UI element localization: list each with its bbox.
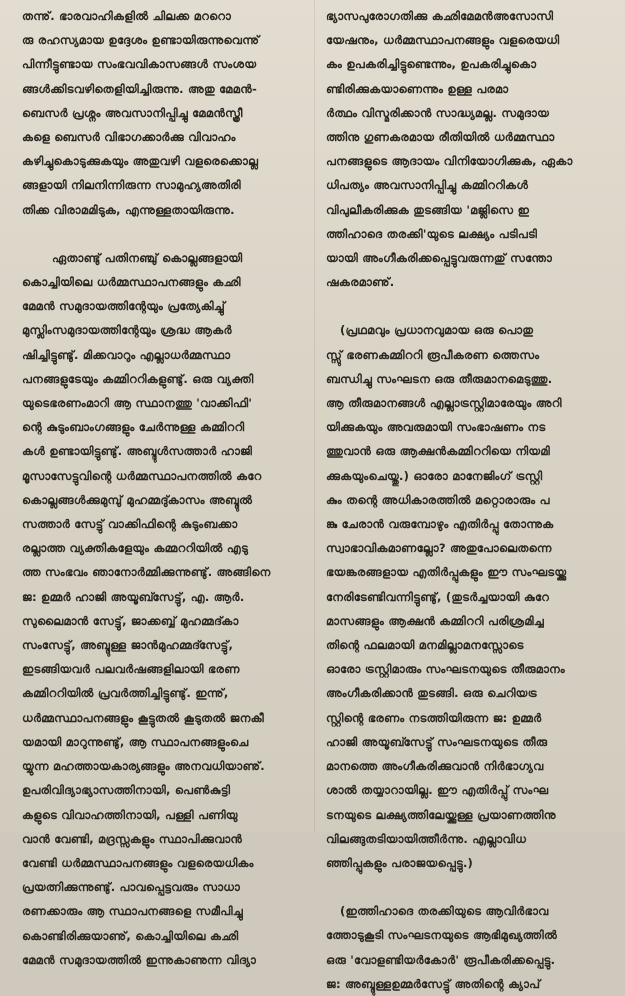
text-line: ഹാജി അയൂബ്സേട്ടു് സംഘടനയുടെ തീരു — [326, 734, 548, 749]
text-line: തിക്ക വിരാമമിടുക, എന്നുള്ളതായിരുന്നു. — [22, 202, 235, 217]
text-line: വേണ്ടി ധർമ്മസ്ഥാപനങ്ങളും വളരെയധികം — [22, 855, 254, 870]
text-line: (ഇത്തിഹാദെ തരക്കിയുടെ ആവിർഭാവ — [340, 904, 549, 919]
text-line: മൂസാസേട്ടുവിന്റെ ധർമ്മസ്ഥാപനത്തിൽ കറേ — [22, 468, 262, 483]
text-line: ഞ്ഞിപ്പുകളും പരാജയപ്പെട്ടു.) — [326, 855, 474, 870]
text-line: കഴിച്ചുകൊടുക്കുകയും അതുവഴി വളരെക്കൊല്ല — [22, 154, 259, 169]
text-line: ത്തിഹാദെ തരക്കി'യുടെ ലക്ഷ്യം പടിപടി — [326, 226, 538, 241]
text-line: മുസ്ലിംസമുദായത്തിന്റേയും ശ്രദ്ധ ആകർ — [22, 323, 232, 338]
text-line: ധർമ്മസ്ഥാപനങ്ങളും കൂട്ടുതൽ കൂടുതൽ ജനകീ — [22, 710, 264, 725]
text-line: സ്വാഭാവികമാണല്ലോ? അതുപോലെതന്നെ — [326, 541, 552, 556]
text-line: സത്താർ സേട്ടു് വാക്കിഫിന്റെ കുടുംബക്കാ — [22, 517, 238, 532]
text-line: പ്രയത്നിക്കുന്നുണ്ടു്. പാവപ്പെട്ടവരും സാധാ — [22, 880, 241, 895]
text-line: കളെ ബെസർ വിഭാഗക്കാർക്കു വിവാഹം — [22, 130, 236, 145]
column-gutter — [314, 0, 315, 832]
paragraph — [22, 4, 307, 222]
text-line: വിപുലീകരിക്കുക തുടങ്ങിയ 'മജ്ലിസെ ഇ — [326, 202, 530, 217]
text-line: കമ്മിററിയിൽ പ്രവർത്തിച്ചിട്ടുണ്ടു്. ഇന്നു്, — [22, 686, 229, 701]
text-line: യുടെഭരണംമാറി ആ സ്ഥാനത്തു 'വാക്കിഫി' — [22, 396, 253, 411]
right-column — [326, 4, 613, 996]
text-line: ത്തുവാൻ ഒരു ആക്ഷൻകമ്മിററിയെ നിയമി — [326, 444, 550, 459]
text-line: ങ്ങൾക്കിടവഴിതെളിയിച്ചിരുന്നു. അതു മേമൻ- — [22, 81, 257, 96]
text-line: ഏതാണ്ടു് പതിനഞ്ചു് കൊല്ലങ്ങളായി — [52, 250, 243, 265]
text-line: ആ തീരുമാനങ്ങൾ എല്ലാട്രസ്റ്റിമാരേയും അറി — [326, 396, 562, 411]
text-line: ബന്ധിച്ചു സംഘടന ഒരു തീരുമാനമെടുത്തു. — [326, 371, 553, 386]
text-line: മേമൻ സമുദായത്തിന്റേയും പ്രത്യേകിച്ചു് — [22, 299, 226, 314]
text-line: കൊച്ചിയിലെ ധർമ്മസ്ഥാപനങ്ങളും കഛി — [22, 275, 241, 290]
text-line: കും തന്റെ അധികാരത്തിൽ മറ്റൊരാരും പ — [326, 492, 550, 507]
text-line: ഷകരമാണു്. — [326, 275, 395, 290]
text-line: മാനത്തെ അംഗീകരിക്കുവാൻ നിർഭാഗ്യവ — [326, 759, 544, 774]
text-line: അംഗീകരിക്കാൻ തുടങ്ങി. ഒരു ചെറിയട്ര — [326, 686, 537, 701]
text-line: കൾ ഉണ്ടായിട്ടുണ്ടു്. അബ്ദുൾസത്താർ ഹാജി — [22, 444, 253, 459]
text-line: ഓരോ ട്രസ്റ്റിമാരും സംഘടനയുടെ തീരുമാനം — [326, 662, 565, 677]
text-line: യ്യുന്ന മഹത്തായകാര്യങ്ങളും അനവധിയാണു്. — [22, 759, 265, 774]
text-line: മേമൻ സമുദായത്തിൽ ഇന്നുകാണുന്ന വിദ്യാ — [22, 952, 257, 967]
text-line: ഒരു 'വോളണ്ടിയർകോർ' രൂപീകരിക്കപ്പെട്ടു. — [326, 952, 556, 967]
text-line: ഉപരിവിദ്യാഭ്യാസത്തിനായി, പെൺകുട്ടി — [22, 783, 231, 798]
text-line: കൊല്ലങ്ങൾക്കുമുമ്പു് മുഹമ്മദു്കാസം അബ്ദുൽ — [22, 492, 253, 507]
text-line: പിന്നീട്ടുണ്ടായ സംഭവവികാസങ്ങൾ സംശയ — [22, 57, 257, 72]
text-line: ത്തോടുകൂടി സംഘടനയുടെ ആഭിമുഖ്യത്തിൽ — [326, 928, 558, 943]
text-line: ഭയങ്കരങ്ങളായ എതിർപ്പുകളും ഈ സംഘടയ്ക്കു — [326, 565, 567, 580]
text-line: ക്കുകയുംചെയ്തു.) ഓരോ മാനേജിംഗ് ട്രസ്റ്റി — [326, 468, 543, 483]
text-line: ജ: ഉമ്മർ ഹാജി അയൂബ്സേട്ടു്, എ. ആർ. — [22, 589, 245, 604]
paragraph — [22, 246, 307, 972]
text-line: ജ: അബ്ദുള്ളഉമ്മർസേട്ടു് അതിന്റെ ക്യാപ് — [326, 976, 541, 991]
text-line: ഷിച്ചിട്ടുണ്ടു്. മിക്കവാറും എല്ലാധർമ്മസ്ഥാ — [22, 347, 231, 362]
text-line: കളുടെ വിവാഹത്തിനായി, പള്ളി പണിയു — [22, 807, 238, 822]
text-line: രല്ലാത്ത വ്യക്തികളേയും കമ്മററിയിൽ എടു — [22, 541, 249, 556]
text-line: ഇടങ്ങിയവർ പലവർഷങ്ങളിലായി ഭരണ — [22, 662, 240, 677]
text-line: നേരിടേണ്ടിവന്നിട്ടുണ്ടു്, (തുടർച്ചയായി കുറേ — [326, 589, 550, 604]
text-line: രണക്കാരും ആ സ്ഥാപനങ്ങളെ സമീപിച്ചു — [22, 904, 243, 919]
text-line: തന്നു്. ഭാരവാഹികളിൽ ചിലക്ക മററൊ — [22, 9, 232, 23]
text-line: ഭ്യാസപുരോഗതിക്കു കഛിമേമൻഅസോസി — [326, 9, 554, 23]
text-line: മാസങ്ങളും ആക്ഷൻ കമ്മിററി പരിശ്രമിച്ച — [326, 613, 544, 628]
text-line: കൊണ്ടിരിക്കുയാണു്, കൊച്ചിയിലെ കഛി — [22, 928, 239, 943]
text-line: യായി അംഗീകരിക്കപ്പെട്ടുവരുന്നതു് സന്തോ — [326, 251, 553, 266]
text-line: യിക്കുകയും അവരുമായി സംഭാഷണം നട — [326, 420, 546, 435]
text-line: പനങ്ങളുടെ ആദായം വിനിയോഗിക്കുക, ഏകാ — [326, 154, 573, 169]
text-line: ബെസർ പ്രശ്നം അവസാനിപ്പിച്ചു മേമൻസ്ത്രീ — [22, 105, 243, 120]
text-line: പനങ്ങളുടേയും കമ്മിററികളുണ്ടു്. ഒരു വ്യക്തി — [22, 371, 254, 386]
text-line: സംസേട്ടു്, അബ്ദുള്ള ജാൻമുഹമ്മദ്സേട്ടു്, — [22, 638, 234, 653]
text-line: ർത്ഥം വിസ്മരിക്കാൻ സാദ്ധ്യമല്ല. സമുദായ — [326, 105, 550, 120]
text-line: (പ്രഥമവും പ്രധാനവുമായ ഒരു പൊതു — [340, 323, 534, 338]
text-line: വാൻ വേണ്ടി, മദ്രസ്സകളും സ്ഥാപിക്കുവാൻ — [22, 831, 243, 846]
text-line: ധിപത്യം അവസാനിപ്പിച്ചു കമ്മിററികൾ — [326, 178, 529, 193]
text-line: ടനയുടെ ലക്ഷ്യത്തിലേയ്ക്കുള്ള പ്രയാണത്തിനു — [326, 807, 556, 822]
text-line: ണ്ടിരിക്കുകയാണെന്നും ഉള്ള പരമാ — [326, 81, 509, 96]
paragraph — [326, 899, 613, 996]
paragraph — [326, 4, 613, 294]
left-column — [22, 4, 307, 972]
text-line: ങ്കു ചേരാൻ വരുമ്പോഴും എതിർപ്പു തോന്നുക — [326, 517, 554, 532]
text-line: സുലൈമാൻ സേട്ടു്, ജാക്കബ്ബ് മുഹമ്മദ്കാ — [22, 613, 239, 628]
text-line: സ്റ്റിന്റെ ഭരണം നടത്തിയിരുന്ന ജ: ഉമ്മർ — [326, 710, 542, 725]
paragraph — [326, 318, 613, 875]
text-line: തിന്റെ ഫലമായി മനമില്ലാമനസ്സോടെ — [326, 638, 524, 653]
text-line: കം ഉപകരിച്ചിട്ടുണ്ടെന്നും, ഉപകരിച്ചുകൊ — [326, 57, 537, 72]
text-line: ങ്ങളായി നിലനിന്നിരുന്ന സാമുഹ്യഅതിരി — [22, 178, 241, 193]
text-line: ത്ത സംഭവം ഞാനോർമ്മിക്കുന്നുണ്ടു്. അങ്ങിനെ — [22, 565, 271, 580]
text-line: വിലങ്ങുതടിയായിത്തീർന്നു. എല്ലാവിധ — [326, 831, 527, 846]
text-line: സ്സു് ഭരണകമ്മിററി രൂപീകരണ ത്തെസം — [326, 347, 540, 362]
text-line: യേഷനും, ധർമ്മസ്ഥാപനങ്ങളും വളരെയധി — [326, 33, 560, 48]
text-line: രു രഹസ്യമായ ഉദ്ദേശം ഉണ്ടായിരുന്നുവെന്നു് — [22, 33, 260, 48]
text-line: യമായി മാറുന്നുണ്ടു്, ആ സ്ഥാപനങ്ങളുംചെ — [22, 734, 249, 749]
text-line: ന്റെ കുടുംബാംഗങ്ങളും ചേർന്നുള്ള കമ്മിററി — [22, 420, 245, 435]
text-line: ത്തിനു ഗുണകരമായ രീതിയിൽ ധർമ്മസ്ഥാ — [326, 130, 555, 145]
text-line: ശാൽ തയ്യാറായില്ല. ഈ എതിർപ്പു് സംഘ — [326, 783, 549, 798]
